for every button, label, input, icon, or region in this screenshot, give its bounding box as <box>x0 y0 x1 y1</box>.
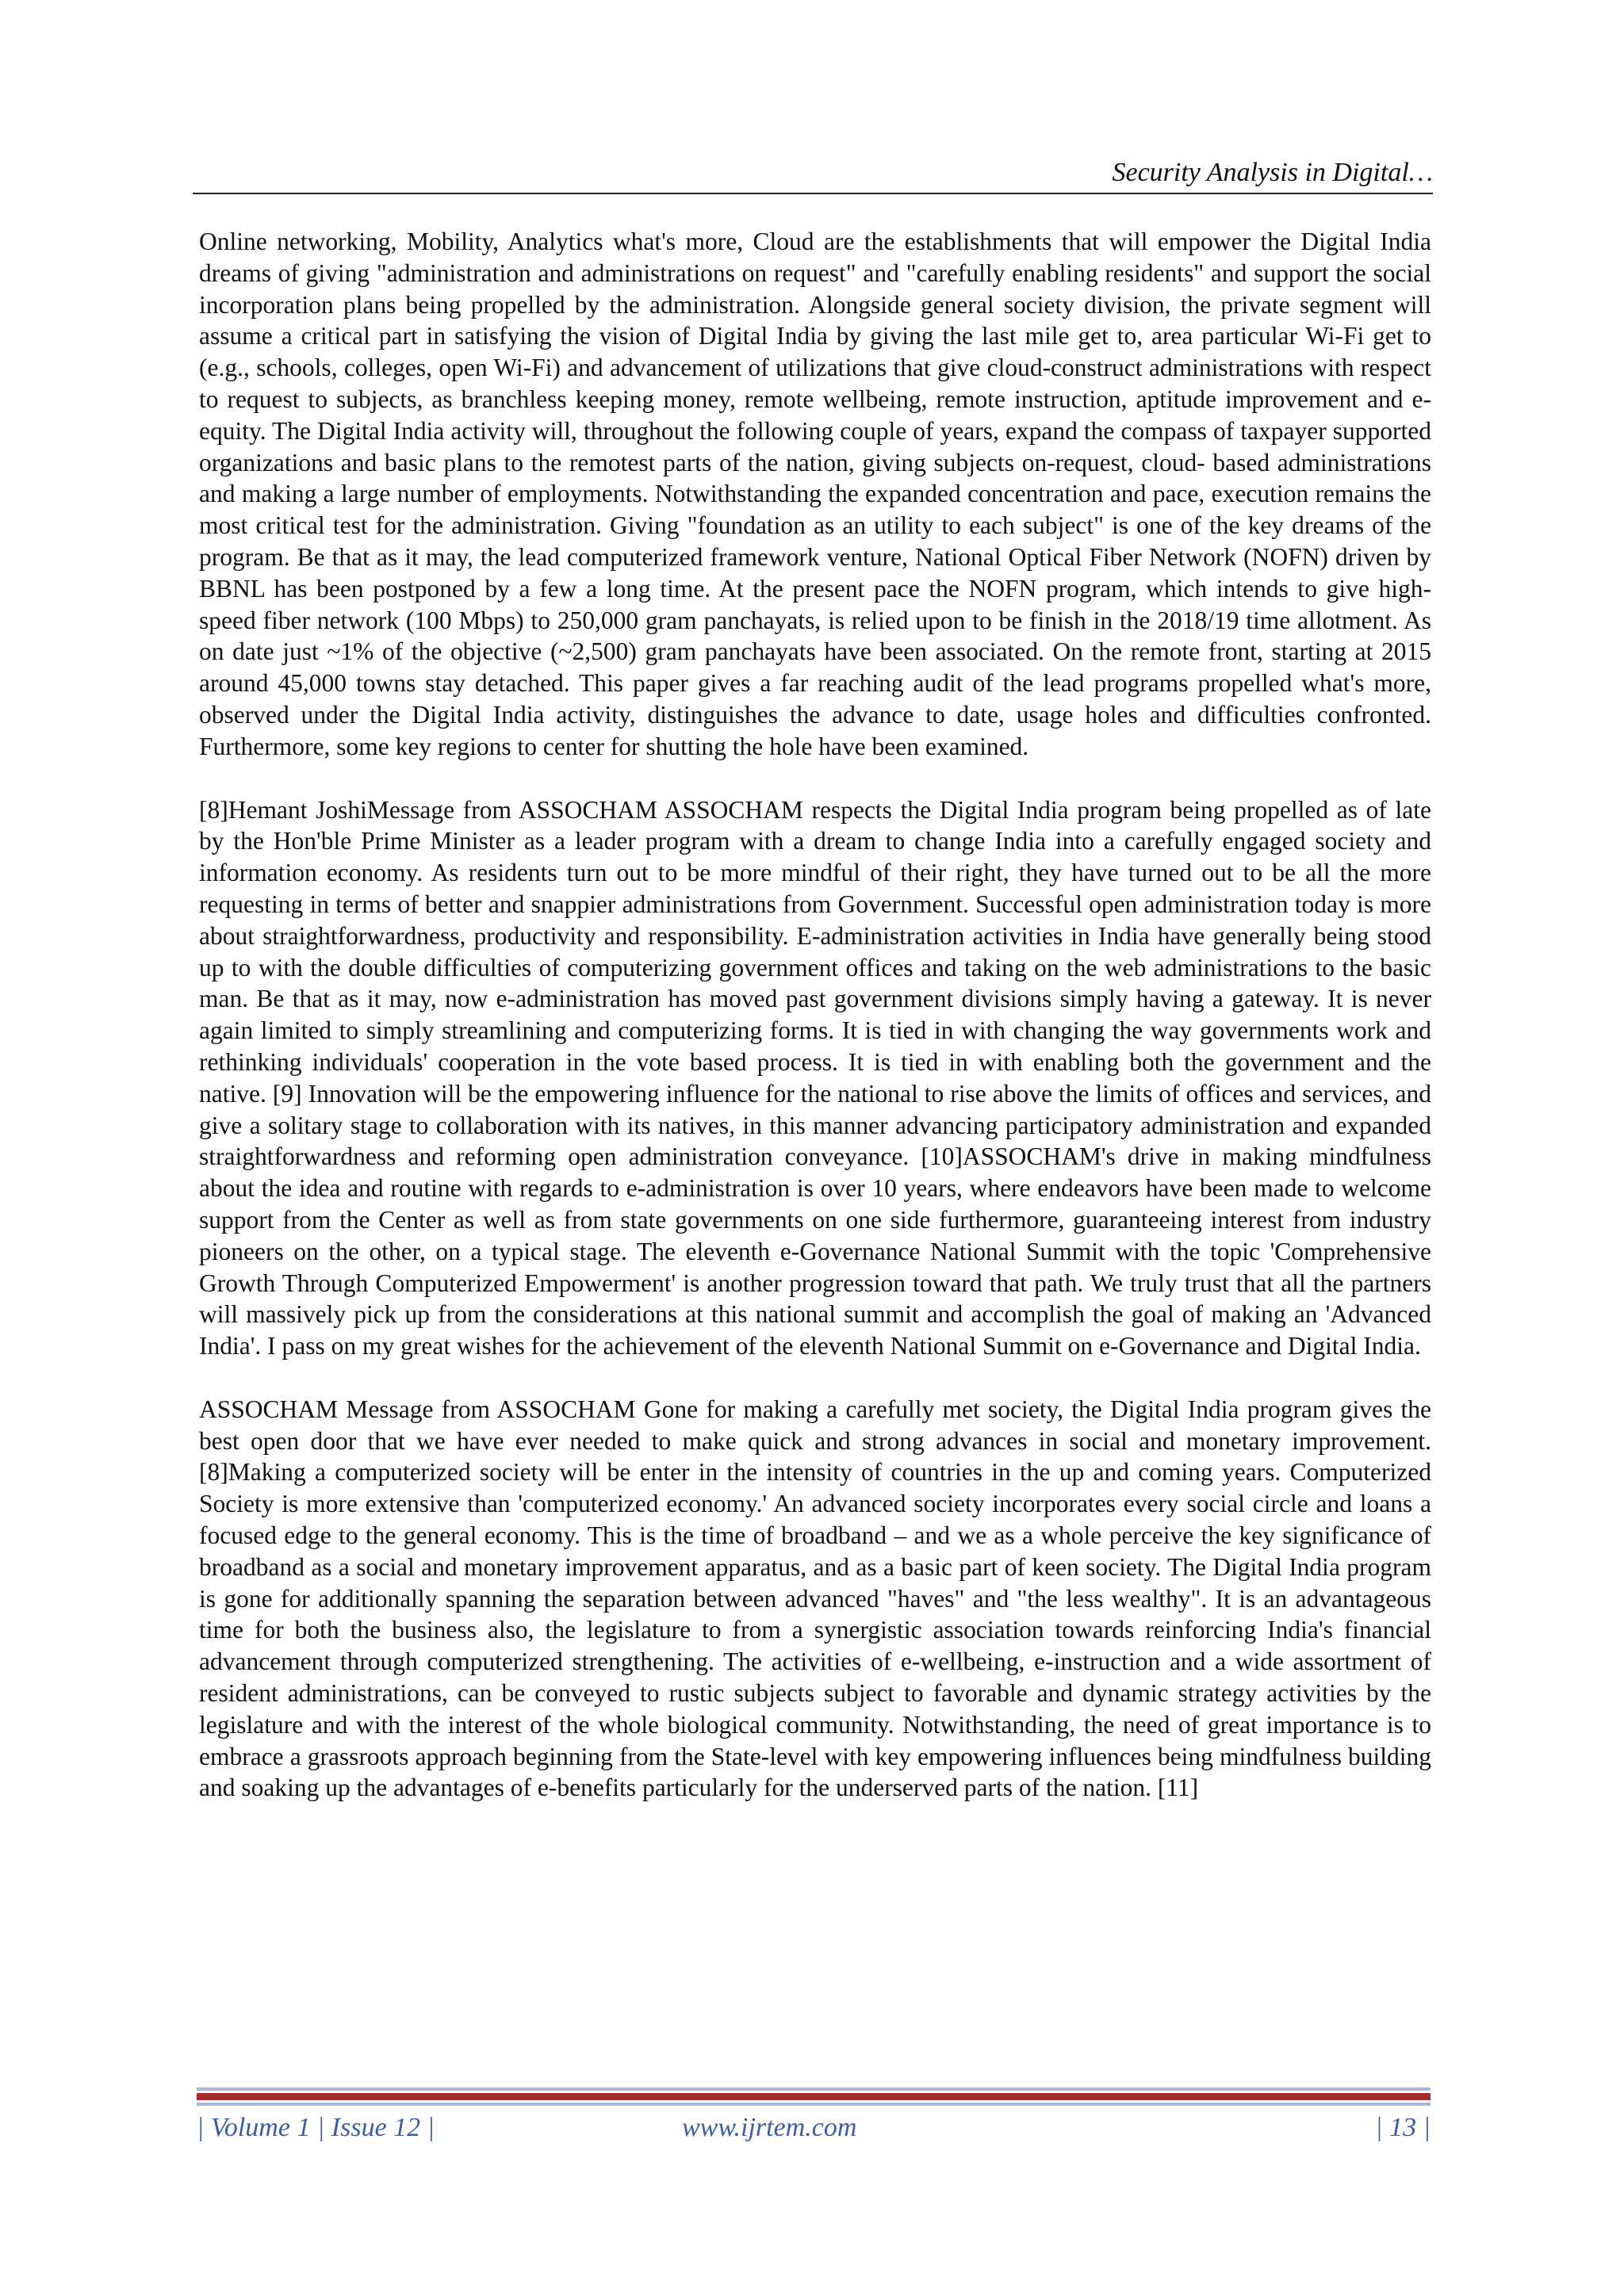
footer-rule-red <box>197 2093 1431 2100</box>
body-text <box>199 226 1431 1835</box>
running-title: Security Analysis in Digital… <box>1112 158 1433 187</box>
footer-volume-issue: | Volume 1 | Issue 12 | <box>197 2113 435 2142</box>
footer-rule-bottom <box>197 2103 1431 2106</box>
paragraph-2: [8]Hemant JoshiMessage from ASSOCHAM ASSOCHAM respects the Digital India program being propelled as of late by the Hon'ble Prime Minister as a leader program with a dream to change India into a carefully engaged society and information economy. As residents turn out to be more mindful of their right, they have turned out to be all the more requesting in terms of better and snappier administrations from Government. Successful open administration today is more about straightforwardness, productivity and responsibility. E-administration activities in India have generally being stood up to with the double difficulties of computerizing government offices and taking on the web administrations to the basic man. Be that as it may, now e-administration has moved past government divisions simply having a gateway. It is never again limited to simply streamlining and computerizing forms. It is tied in with changing the way governments work and rethinking individuals' cooperation in the vote based process. It is tied in with enabling both the government and the native. [9] Innovation will be the empowering influence for the national to rise above the limits of offices and services, and give a solitary stage to collaboration with its natives, in this manner advancing participatory administration and expanded straightforwardness and reforming open administration conveyance. [10]ASSOCHAM's drive in making mindfulness about the idea and routine with regards to e-administration is over 10 years, where endeavors have been made to welcome support from the Center as well as from state governments on one side furthermore, guaranteeing interest from industry pioneers on the other, on a typical stage. The eleventh e-Governance National Summit with the topic 'Comprehensive Growth Through Computerized Empowerment' is another progression toward that path. We truly trust that all the partners will massively pick up from the considerations at this national summit and accomplish the goal of making an 'Advanced India'. I pass on my great wishes for the achievement of the eleventh National Summit on e-Governance and Digital India. <box>199 795 1431 1360</box>
page-footer <box>197 2109 1431 2147</box>
footer-website: www.ijrtem.com <box>682 2113 857 2142</box>
header-rule <box>193 193 1433 194</box>
footer-page-number: | 13 | <box>1375 2113 1431 2142</box>
paragraph-1: Online networking, Mobility, Analytics what's more, Cloud are the establishments that will empower the Digital India dreams of giving "administration and administrations on request" and "carefully enabling residents" and support the social incorporation plans being propelled by the administration. Alongside general society division, the private segment will assume a critical part in satisfying the vision of Digital India by giving the last mile get to, area particular Wi-Fi get to (e.g., schools, colleges, open Wi-Fi) and advancement of utilizations that give cloud-construct administrations with respect to request to subjects, as branchless keeping money, remote wellbeing, remote instruction, aptitude improvement and e-equity. The Digital India activity will, throughout the following couple of years, expand the compass of taxpayer supported organizations and basic plans to the remotest parts of the nation, giving subjects on-request, cloud- based administrations and making a large number of employments. Notwithstanding the expanded concentration and pace, execution remains the most critical test for the administration. Giving "foundation as an utility to each subject" is one of the key dreams of the program. Be that as it may, the lead computerized framework venture, National Optical Fiber Network (NOFN) driven by BBNL has been postponed by a few a long time. At the present pace the NOFN program, which intends to give high- speed fiber network (100 Mbps) to 250,000 gram panchayats, is relied upon to be finish in the 2018/19 time allotment. As on date just ~1% of the objective (~2,500) gram panchayats have been associated. On the remote front, starting at 2015 around 45,000 towns stay detached. This paper gives a far reaching audit of the lead programs propelled what's more, observed under the Digital India activity, distinguishes the advance to date, usage holes and difficulties confronted. Furthermore, some key regions to center for shutting the hole have been examined. <box>199 228 1431 760</box>
paragraph-3: ASSOCHAM Message from ASSOCHAM Gone for making a carefully met society, the Digital India program gives the best open door that we have ever needed to make quick and strong advances in social and monetary improvement. [8]Making a computerized society will be enter in the intensity of countries in the up and coming years. Computerized Society is more extensive than 'computerized economy.' An advanced society incorporates every social circle and loans a focused edge to the general economy. This is the time of broadband – and we as a whole perceive the key significance of broadband as a social and monetary improvement apparatus, and as a basic part of keen society. The Digital India program is gone for additionally spanning the separation between advanced "haves" and "the less wealthy". It is an advantageous time for both the business also, the legislature to from a synergistic association towards reinforcing India's financial advancement through computerized strengthening. The activities of e-wellbeing, e-instruction and a wide assortment of resident administrations, can be conveyed to rustic subjects subject to favorable and dynamic strategy activities by the legislature and with the interest of the whole biological community. Notwithstanding, the need of great importance is to embrace a grassroots approach beginning from the State-level with key empowering influences being mindfulness building and soaking up the advantages of e-benefits particularly for the underserved parts of the nation. [11] <box>199 1395 1431 1802</box>
footer-rule-top <box>197 2087 1431 2091</box>
